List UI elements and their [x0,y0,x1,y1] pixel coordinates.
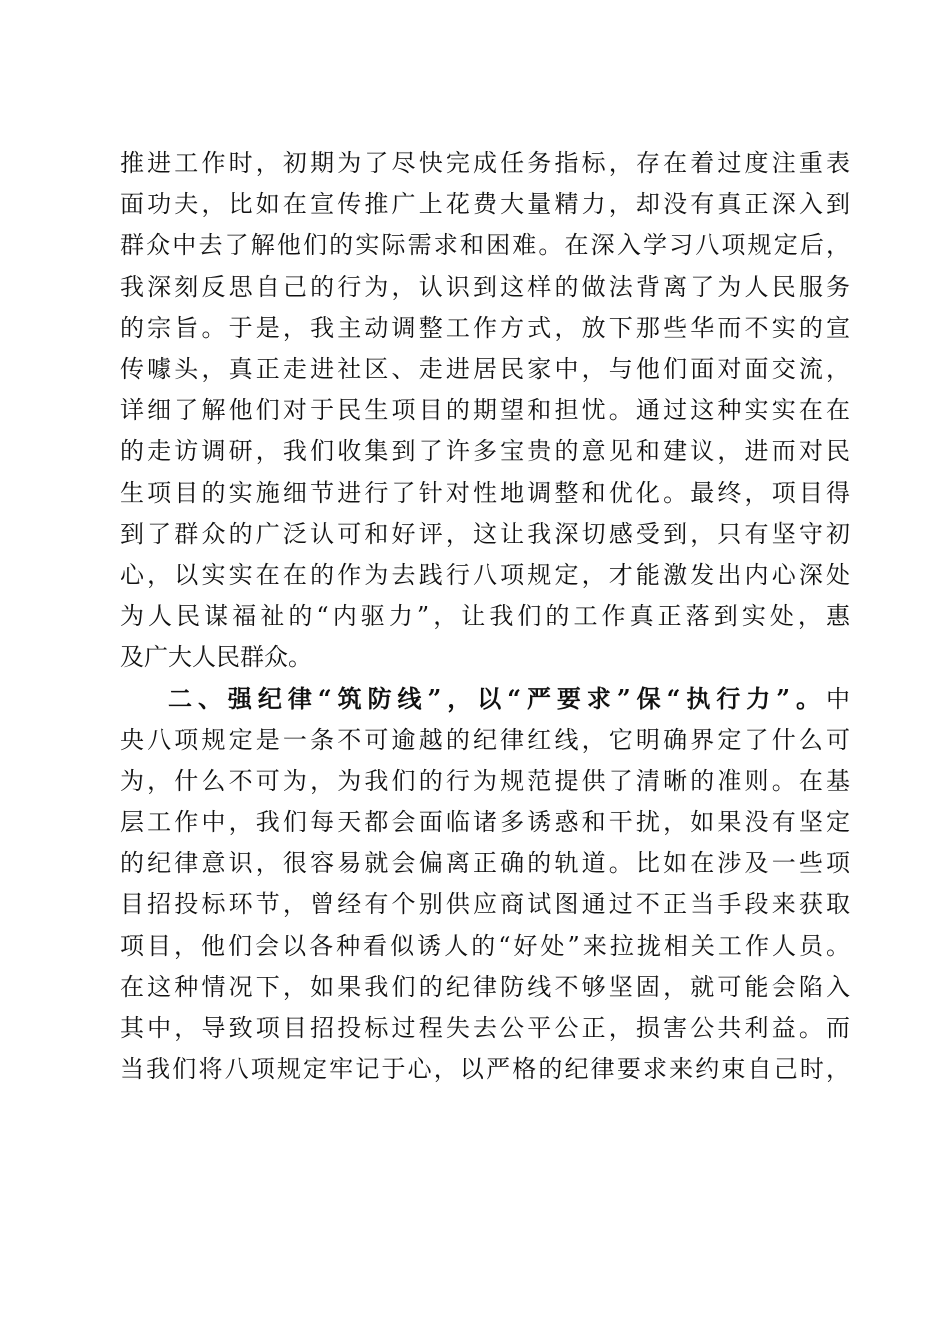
paragraph-line: 当我们将八项规定牢记于心，以严格的纪律要求来约束自己时， [120,1055,850,1084]
paragraph-line: 在这种情况下，如果我们的纪律防线不够坚固，就可能会陷入 [120,972,850,1001]
paragraph-line: 的宗旨。于是，我主动调整工作方式，放下那些华而不实的宣 [120,313,850,342]
paragraph-2 [120,678,850,1090]
paragraph-line: 到了群众的广泛认可和好评，这让我深切感受到，只有坚守初 [120,519,850,548]
paragraph-line: 的纪律意识，很容易就会偏离正确的轨道。比如在涉及一些项 [120,849,850,878]
section-heading-line [120,678,850,719]
section-heading: 二、强纪律“筑防线”，以“严要求”保“执行力”。 [168,684,826,714]
paragraph-line: 为人民谋福祉的“内驱力”，让我们的工作真正落到实处，惠 [120,602,850,631]
paragraph-line: 目招投标环节，曾经有个别供应商试图通过不正当手段来获取 [120,890,850,919]
paragraph-line: 层工作中，我们每天都会面临诸多诱惑和干扰，如果没有坚定 [120,808,850,836]
paragraph-line: 的走访调研，我们收集到了许多宝贵的意见和建议，进而对民 [120,437,850,466]
paragraph-line: 群众中去了解他们的实际需求和困难。在深入学习八项规定后， [120,231,850,260]
paragraph-line: 面功夫，比如在宣传推广上花费大量精力，却没有真正深入到 [120,190,850,219]
paragraph-line: 生项目的实施细节进行了针对性地调整和优化。最终，项目得 [120,478,850,507]
paragraph-line: 项目，他们会以各种看似诱人的“好处”来拉拢相关工作人员。 [120,931,850,960]
paragraph-line: 我深刻反思自己的行为，认识到这样的做法背离了为人民服务 [120,272,850,301]
paragraph-line: 详细了解他们对于民生项目的期望和担忧。通过这种实实在在 [120,396,850,425]
paragraph-line: 推进工作时，初期为了尽快完成任务指标，存在着过度注重表 [120,149,850,177]
paragraph-1 [120,143,850,678]
paragraph-line: 传噱头，真正走进社区、走进居民家中，与他们面对面交流， [120,354,850,383]
paragraph-line: 为，什么不可为，为我们的行为规范提供了清晰的准则。在基 [120,766,850,795]
document-body [120,143,850,1090]
paragraph-line: 心，以实实在在的作为去践行八项规定，才能激发出内心深处 [120,560,850,589]
paragraph-line: 央八项规定是一条不可逾越的纪律红线，它明确界定了什么可 [120,725,850,754]
paragraph-line: 及广大人民群众。 [120,643,312,672]
heading-tail-text: 中 [826,685,850,714]
paragraph-line: 其中，导致项目招投标过程失去公平公正，损害公共利益。而 [120,1013,850,1042]
